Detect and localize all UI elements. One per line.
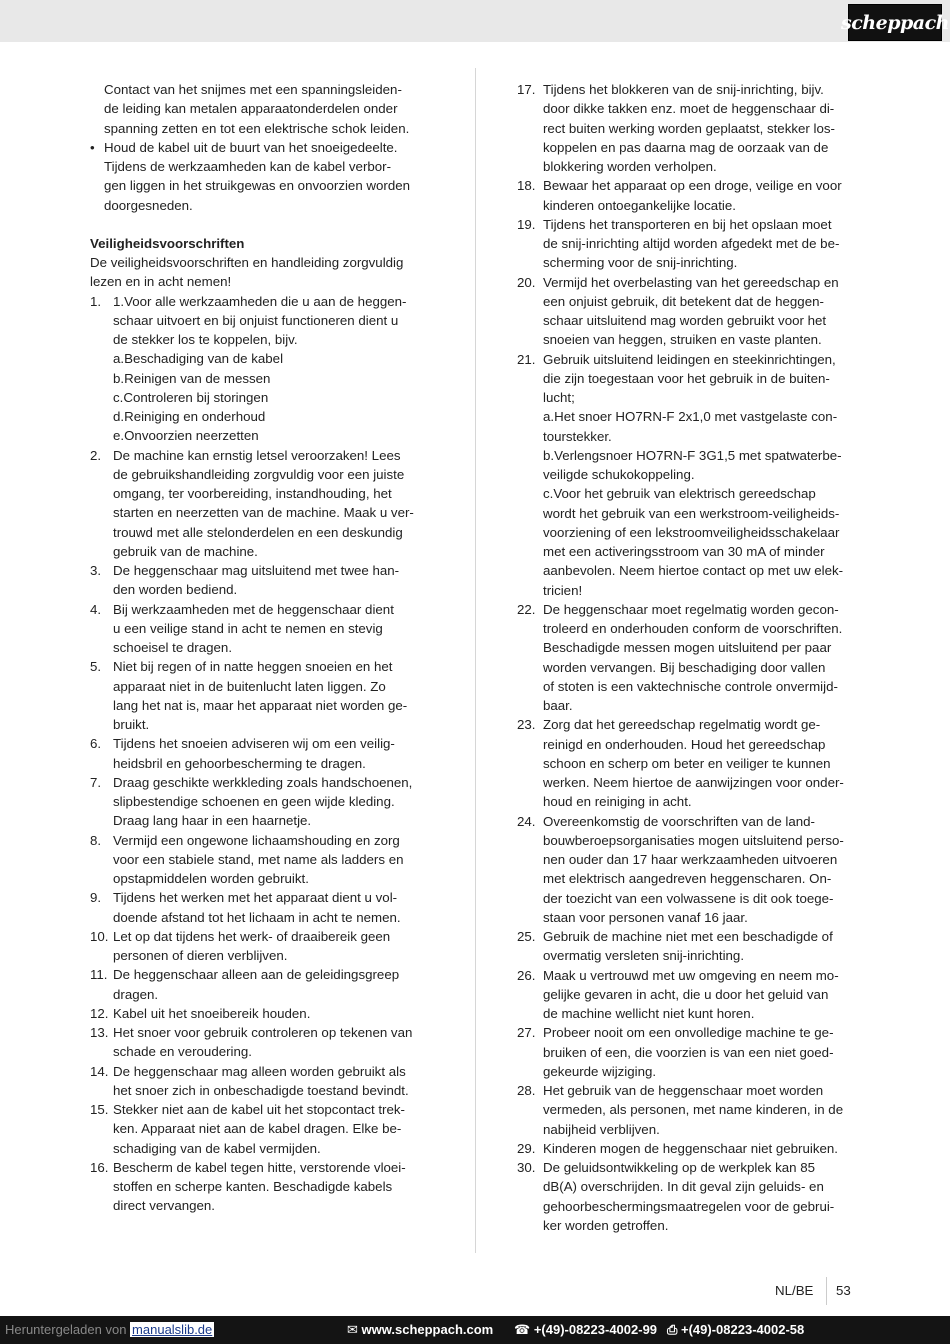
item-line: d.Reiniging en onderhoud bbox=[113, 409, 266, 424]
download-bar bbox=[0, 1316, 950, 1344]
item-line: of stoten is een vaktechnische controle onvermijd- bbox=[543, 678, 838, 694]
list-item bbox=[90, 831, 435, 889]
item-line: veiligde schukokoppeling. bbox=[543, 467, 695, 482]
item-line: voor een stabiele stand, met name als ladders en bbox=[113, 851, 404, 867]
item-number: 1. bbox=[90, 293, 102, 309]
item-line: lang het nat is, maar het apparaat niet worden ge- bbox=[113, 697, 408, 713]
item-number: 25. bbox=[517, 929, 536, 944]
item-number: 26. bbox=[517, 967, 536, 983]
item-line: het snoer zich in onbeschadigde toestand bevindt. bbox=[113, 1082, 409, 1098]
item-line: ker worden getroffen. bbox=[543, 1217, 669, 1233]
item-line: kinderen ontoegankelijke locatie. bbox=[543, 197, 736, 213]
intro-line: Contact van het snijmes met een spanningsleiden- bbox=[104, 82, 402, 97]
item-line: die zijn toegestaan voor het gebruik in de buiten- bbox=[543, 370, 830, 386]
item-line: bruikt. bbox=[113, 717, 150, 732]
list-item bbox=[90, 600, 435, 658]
item-line: Vermijd het overbelasting van het gereedschap en bbox=[543, 274, 839, 290]
list-item bbox=[90, 734, 435, 773]
item-line: staan voor personen vanaf 16 jaar. bbox=[543, 909, 748, 925]
phone-text bbox=[514, 1322, 657, 1338]
item-line: bruiken of een, die voorzien is van een niet goed- bbox=[543, 1044, 834, 1060]
item-line: Tijdens het werken met het apparaat dient u vol- bbox=[113, 890, 398, 906]
list-item bbox=[90, 292, 435, 446]
list-item bbox=[517, 215, 862, 273]
item-number: 22. bbox=[517, 601, 536, 617]
bullet-line: doorgesneden. bbox=[104, 197, 193, 213]
item-number: 12. bbox=[90, 1005, 109, 1021]
right-numbered-list bbox=[517, 80, 862, 1235]
item-line: koppelen en pas daarna mag de oorzaak van de bbox=[543, 139, 829, 155]
item-line: 1.Voor alle werkzaamheden die u aan de heggen- bbox=[113, 293, 407, 309]
item-line: dragen. bbox=[113, 986, 159, 1002]
item-line: met elektrisch aangedreven heggenscharen. On- bbox=[543, 871, 832, 887]
item-line: nabijheid verblijven. bbox=[543, 1121, 660, 1137]
prefix-text: Heruntergeladen von bbox=[5, 1322, 127, 1337]
list-item bbox=[517, 1081, 862, 1139]
item-line: houd en reiniging in acht. bbox=[543, 794, 692, 810]
item-number: 17. bbox=[517, 82, 536, 97]
item-line: reinigd en onderhouden. Houd het gereedschap bbox=[543, 736, 826, 752]
item-number: 9. bbox=[90, 890, 102, 906]
intro-line: de leiding kan metalen apparaatonderdelen onder bbox=[104, 101, 398, 117]
item-line: gebruik van de machine. bbox=[113, 543, 258, 559]
item-line: schaar uitsluitend mag worden gebruikt voor het bbox=[543, 313, 827, 328]
scheppach-logo bbox=[841, 4, 949, 41]
item-line: rect buiten werking worden geplaatst, stekker los- bbox=[543, 120, 835, 136]
item-line: schoeisel te dragen. bbox=[113, 640, 233, 655]
section-heading: Veiligheidsvoorschriften bbox=[90, 235, 245, 251]
item-number: 11. bbox=[90, 967, 108, 983]
item-number: 30. bbox=[517, 1160, 536, 1175]
item-line: De geluidsontwikkeling op de werkplek kan 85 bbox=[543, 1160, 816, 1175]
item-line: Kabel uit het snoeibereik houden. bbox=[113, 1005, 311, 1021]
list-item bbox=[517, 812, 862, 928]
footer-language: NL/BE bbox=[775, 1283, 814, 1298]
item-line: gelijke gevaren in acht, die u door het geluid van bbox=[543, 986, 829, 1002]
item-line: De heggenschaar alleen aan de geleidingsgreep bbox=[113, 967, 400, 983]
item-number: 8. bbox=[90, 832, 102, 848]
item-line: ken. Apparaat niet aan de kabel dragen. Elke be- bbox=[113, 1121, 402, 1137]
item-line: opstapmiddelen worden gebruikt. bbox=[113, 871, 309, 886]
item-number: 16. bbox=[90, 1159, 109, 1175]
item-number: 3. bbox=[90, 563, 102, 578]
item-line: baar. bbox=[543, 698, 573, 713]
fax-icon: ⎙ bbox=[667, 1322, 682, 1337]
item-number: 15. bbox=[90, 1102, 109, 1117]
item-line: slipbestendige schoenen en geen wijde kleding. bbox=[113, 794, 395, 809]
column-divider bbox=[475, 68, 476, 1253]
item-line: Gebruik de machine niet met een beschadigde of bbox=[543, 929, 833, 944]
item-line: de snij-inrichting altijd worden afgedekt met de be- bbox=[543, 236, 840, 251]
item-line: Draag lang haar in een haarnetje. bbox=[113, 813, 312, 829]
item-line: Tijdens het snoeien adviseren wij om een veilig- bbox=[113, 736, 395, 752]
item-line: Vermijd een ongewone lichaamshouding en zorg bbox=[113, 832, 400, 848]
logo-text: scheppach bbox=[841, 11, 949, 34]
item-number: 18. bbox=[517, 178, 536, 194]
item-line: direct vervangen. bbox=[113, 1198, 215, 1214]
list-item bbox=[90, 1023, 435, 1062]
item-line: c.Voor het gebruik van elektrisch gereedschap bbox=[543, 486, 816, 502]
left-column bbox=[90, 80, 435, 1216]
phone-icon: ☎ bbox=[514, 1322, 534, 1337]
list-item bbox=[90, 1062, 435, 1101]
item-line: snoeien van heggen, struiken en vaste planten. bbox=[543, 332, 822, 348]
item-line: Probeer nooit om een onvolledige machine te ge- bbox=[543, 1025, 834, 1041]
item-line: scherming voor de snij-inrichting. bbox=[543, 255, 738, 271]
item-line: trouwd met alle stelonderdelen en een deskundig bbox=[113, 524, 403, 540]
item-line: Bewaar het apparaat op een droge, veilige en voor bbox=[543, 178, 842, 194]
list-item bbox=[90, 888, 435, 927]
list-item bbox=[517, 1158, 862, 1235]
item-line: De heggenschaar mag alleen worden gebruikt als bbox=[113, 1063, 406, 1079]
item-line: de gebruikshandleiding zorgvuldig voor een juiste bbox=[113, 466, 405, 482]
item-number: 20. bbox=[517, 274, 536, 290]
item-line: De heggenschaar mag uitsluitend met twee han- bbox=[113, 563, 400, 578]
item-number: 21. bbox=[517, 351, 536, 367]
item-line: De heggenschaar moet regelmatig worden gecon- bbox=[543, 601, 839, 617]
footer-divider bbox=[826, 1277, 827, 1305]
manualslib-link[interactable]: manualslib.de bbox=[132, 1322, 213, 1337]
item-line: Overeenkomstig de voorschriften van de land- bbox=[543, 813, 815, 829]
web-icon: ✉ bbox=[347, 1322, 362, 1337]
item-line: Beschadigde messen mogen uitsluitend per paar bbox=[543, 640, 832, 656]
item-line: de machine wellicht niet kunt horen. bbox=[543, 1006, 755, 1021]
bullet-line: gen liggen in het struikgewas en onvoorzien worden bbox=[104, 178, 411, 194]
item-line: Het gebruik van de heggenschaar moet worden bbox=[543, 1083, 824, 1098]
item-number: 6. bbox=[90, 736, 102, 752]
item-line: c.Controleren bij storingen bbox=[113, 389, 269, 405]
item-line: stoffen en scherpe kanten. Beschadigde kabels bbox=[113, 1179, 393, 1194]
bullet-line: • Houd de kabel uit de buurt van het snoeigedeelte. bbox=[104, 139, 398, 155]
list-item bbox=[517, 273, 862, 350]
item-line: Het snoer voor gebruik controleren op tekenen van bbox=[113, 1025, 413, 1040]
item-line: tourstekker. bbox=[543, 428, 612, 444]
download-prefix bbox=[5, 1322, 214, 1337]
page-number: 53 bbox=[836, 1283, 851, 1298]
item-number: 2. bbox=[90, 447, 102, 463]
bullet-line: Tijdens de werkzaamheden kan de kabel verbor- bbox=[104, 159, 392, 174]
item-number: 13. bbox=[90, 1025, 109, 1040]
list-item bbox=[90, 1100, 435, 1158]
item-number: 14. bbox=[90, 1063, 109, 1079]
item-number: 27. bbox=[517, 1025, 536, 1041]
section-subtitle bbox=[90, 253, 435, 292]
intro-paragraph bbox=[90, 80, 435, 138]
item-number: 28. bbox=[517, 1083, 536, 1098]
item-line: omgang, ter voorbereiding, instandhouding, het bbox=[113, 486, 392, 501]
item-line: vermeden, als personen, met name kinderen, in de bbox=[543, 1102, 844, 1118]
bullet-item bbox=[90, 138, 435, 215]
list-item bbox=[90, 927, 435, 966]
list-item bbox=[517, 1139, 862, 1158]
website-value: www.scheppach.com bbox=[361, 1322, 494, 1337]
item-line: Tijdens het transporteren en bij het opslaan moet bbox=[543, 216, 832, 232]
item-line: blokkering worden verholpen. bbox=[543, 159, 717, 174]
left-numbered-list bbox=[90, 292, 435, 1216]
list-item bbox=[90, 965, 435, 1004]
item-number: 5. bbox=[90, 659, 102, 675]
item-line: Gebruik uitsluitend leidingen en steekinrichtingen, bbox=[543, 351, 836, 367]
item-line: den worden bediend. bbox=[113, 582, 238, 598]
item-line: worden vervangen. Bij beschadiging door vallen bbox=[543, 659, 826, 675]
item-number: 23. bbox=[517, 717, 536, 733]
item-line: gekeurde wijziging. bbox=[543, 1063, 657, 1079]
list-item bbox=[517, 176, 862, 215]
item-line: doende afstand tot het lichaam in acht te nemen. bbox=[113, 909, 401, 925]
item-line: bouwberoepsorganisaties mogen uitsluitend perso- bbox=[543, 832, 844, 848]
item-line: voorziening of een lekstroomveiligheidsschakelaar bbox=[543, 524, 840, 540]
item-line: schaar uitvoert en bij onjuist functioneren dient u bbox=[113, 312, 399, 328]
item-line: dB(A) overschrijden. In dit geval zijn geluids- en bbox=[543, 1179, 824, 1195]
item-line: heidsbril en gehoorbescherming te dragen. bbox=[113, 755, 366, 771]
item-number: 4. bbox=[90, 601, 102, 617]
item-line: lucht; bbox=[543, 390, 575, 405]
item-line: e.Onvoorzien neerzetten bbox=[113, 428, 259, 444]
website-text bbox=[347, 1322, 493, 1338]
list-item bbox=[90, 446, 435, 562]
phone-value: +(49)-08223-4002-99 bbox=[533, 1322, 658, 1337]
list-item bbox=[517, 1023, 862, 1081]
item-line: der toezicht van een volwassene is dit ook toege- bbox=[543, 890, 834, 906]
item-line: Niet bij regen of in natte heggen snoeien en het bbox=[113, 659, 393, 675]
item-line: Let op dat tijdens het werk- of draaibereik geen bbox=[113, 928, 391, 944]
item-line: Zorg dat het gereedschap regelmatig wordt ge- bbox=[543, 717, 821, 733]
list-item bbox=[90, 1158, 435, 1216]
subtitle-line: De veiligheidsvoorschriften en handleiding zorgvuldig bbox=[90, 255, 404, 270]
item-line: de stekker los te koppelen, bijv. bbox=[113, 332, 298, 347]
list-item bbox=[517, 966, 862, 1024]
list-item bbox=[517, 715, 862, 811]
item-line: troleerd en onderhouden conform de voorschriften. bbox=[543, 621, 843, 636]
item-line: werken. Neem hiertoe de aanwijzingen voor onder- bbox=[543, 775, 844, 790]
item-line: u een veilige stand in acht te nemen en stevig bbox=[113, 620, 383, 636]
item-line: Stekker niet aan de kabel uit het stopcontact trek- bbox=[113, 1102, 405, 1117]
item-number: 29. bbox=[517, 1140, 536, 1156]
item-number: 7. bbox=[90, 774, 102, 790]
list-item bbox=[90, 1004, 435, 1023]
item-line: schoon en scherp om beter en veiliger te kunnen bbox=[543, 755, 831, 771]
intro-line: spanning zetten en tot een elektrische schok leiden. bbox=[104, 120, 410, 136]
item-line: personen of dieren verblijven. bbox=[113, 948, 288, 963]
item-line: Bescherm de kabel tegen hitte, verstorende vloei- bbox=[113, 1159, 406, 1175]
item-line: b.Verlengsnoer HO7RN-F 3G1,5 met spatwaterbe- bbox=[543, 447, 842, 463]
item-line: wordt het gebruik van een werkstroom-veiligheids- bbox=[543, 505, 840, 521]
list-item bbox=[517, 600, 862, 716]
item-line: nen ouder dan 17 haar werkzaamheden uitvoeren bbox=[543, 852, 838, 867]
item-line: De machine kan ernstig letsel veroorzaken! Lees bbox=[113, 447, 401, 463]
item-line: schadiging van de kabel vermijden. bbox=[113, 1140, 321, 1156]
item-line: overmatig versleten snij-inrichting. bbox=[543, 948, 745, 964]
item-line: a.Beschadiging van de kabel bbox=[113, 351, 284, 367]
list-item bbox=[90, 561, 435, 600]
item-line: gehoorbeschermingsmaatregelen voor de gebrui- bbox=[543, 1198, 835, 1214]
item-line: Maak u vertrouwd met uw omgeving en neem mo- bbox=[543, 967, 839, 983]
item-number: 10. bbox=[90, 928, 109, 944]
fax-text bbox=[667, 1322, 804, 1338]
right-column bbox=[517, 80, 862, 1235]
item-line: Bij werkzaamheden met de heggenschaar dient bbox=[113, 601, 394, 617]
item-line: Draag geschikte werkkleding zoals handschoenen, bbox=[113, 774, 413, 790]
item-line: Kinderen mogen de heggenschaar niet gebruiken. bbox=[543, 1140, 838, 1156]
fax-value: +(49)-08223-4002-58 bbox=[681, 1322, 805, 1337]
item-number: 19. bbox=[517, 216, 536, 232]
list-item bbox=[517, 927, 862, 966]
item-line: a.Het snoer HO7RN-F 2x1,0 met vastgelaste con- bbox=[543, 409, 838, 425]
item-line: Tijdens het blokkeren van de snij-inrichting, bijv. bbox=[543, 82, 824, 97]
item-line: met een activeringsstroom van 30 mA of minder bbox=[543, 544, 825, 559]
header-bar bbox=[0, 0, 950, 42]
list-item bbox=[517, 80, 862, 176]
item-line: b.Reinigen van de messen bbox=[113, 370, 271, 386]
item-line: starten en neerzetten van de machine. Maak u ver- bbox=[113, 505, 414, 521]
item-line: een onjuist gebruik, dit betekent dat de heggen- bbox=[543, 293, 824, 309]
list-item bbox=[517, 350, 862, 600]
item-line: apparaat niet in de buitenlucht laten liggen. Zo bbox=[113, 678, 386, 694]
subtitle-line: lezen en in acht nemen! bbox=[90, 274, 232, 290]
item-line: door dikke takken enz. moet de heggenschaar di- bbox=[543, 101, 835, 117]
item-line: schade en veroudering. bbox=[113, 1044, 252, 1060]
item-line: aanbevolen. Neem hiertoe contact op met uw elek- bbox=[543, 563, 844, 579]
item-line: tricien! bbox=[543, 582, 583, 598]
list-item bbox=[90, 657, 435, 734]
item-number: 24. bbox=[517, 813, 536, 829]
list-item bbox=[90, 773, 435, 831]
